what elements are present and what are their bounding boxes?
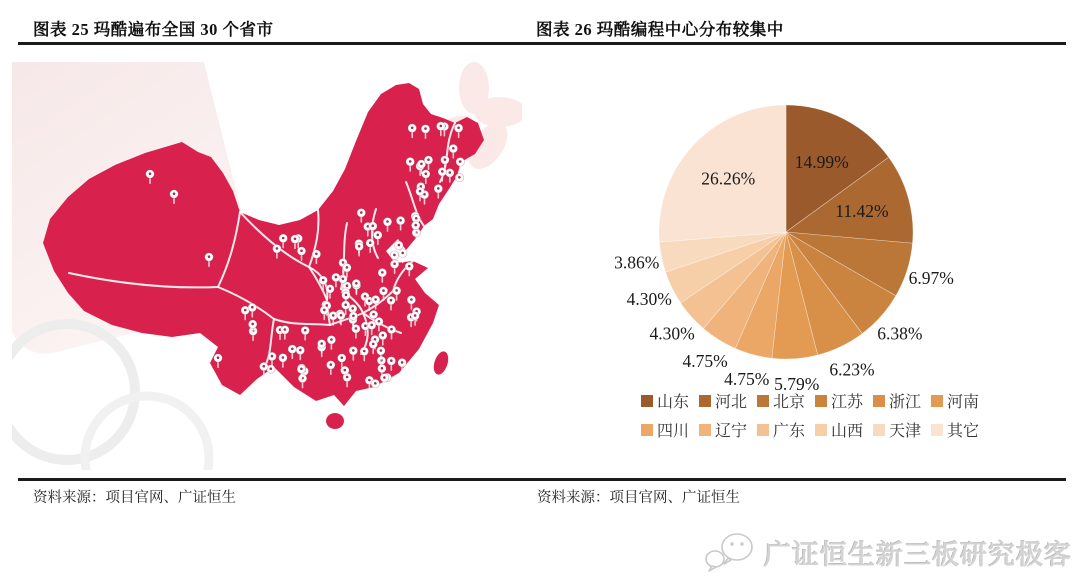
legend-swatch: [641, 395, 653, 407]
legend-item-江苏: [815, 389, 863, 412]
legend-swatch: [931, 395, 943, 407]
map-pin: [371, 379, 380, 393]
map-pin: [455, 173, 464, 187]
pie-label: 6.23%: [829, 359, 875, 380]
pie-label: 4.75%: [724, 369, 770, 390]
pie-label: 6.38%: [877, 323, 923, 344]
legend-swatch: [873, 395, 885, 407]
brand-watermark: [704, 531, 1072, 573]
pie-label: 5.79%: [774, 374, 820, 390]
pie-chart-figure: [540, 60, 1080, 390]
legend-item-四川: [641, 418, 689, 441]
figure-26-title: 图表 26 玛酷编程中心分布较集中: [536, 20, 784, 39]
legend-item-河南: [931, 389, 979, 412]
source-note-left: 资料来源：项目官网、广证恒生: [33, 490, 236, 506]
legend-label: 广东: [772, 423, 805, 440]
legend-label: 山西: [831, 423, 864, 440]
legend-label: 其它: [947, 423, 980, 440]
pie-label: 3.86%: [614, 252, 660, 273]
legend-label: 江苏: [831, 394, 864, 411]
pie-label: 4.75%: [682, 351, 728, 372]
figure-25-title: 图表 25 玛酷遍布全国 30 个省市: [33, 20, 274, 39]
legend-item-河北: [699, 389, 747, 412]
pie-label: 11.42%: [835, 201, 889, 221]
pie-label: 4.30%: [626, 289, 672, 310]
pie-label: 26.26%: [701, 168, 756, 189]
legend-item-北京: [757, 389, 805, 412]
legend-label: 天津: [889, 423, 922, 440]
legend-swatch: [873, 424, 885, 436]
hainan-island: [326, 413, 344, 429]
legend-swatch: [757, 395, 769, 407]
legend-label: 辽宁: [714, 423, 747, 440]
wechat-icon: [704, 531, 758, 573]
legend-label: 浙江: [889, 394, 922, 411]
pie-label: 6.97%: [908, 268, 954, 289]
legend-row: [540, 386, 1080, 415]
source-note-right: 资料来源：项目官网、广证恒生: [537, 490, 740, 506]
header-rule: [18, 42, 1066, 45]
legend-swatch: [931, 424, 943, 436]
pie-legend: [540, 386, 1080, 444]
legend-item-浙江: [873, 389, 921, 412]
legend-item-广东: [757, 418, 805, 441]
legend-item-山西: [815, 418, 863, 441]
legend-item-辽宁: [699, 418, 747, 441]
legend-label: 河北: [714, 394, 747, 411]
legend-item-天津: [873, 418, 921, 441]
pie-chart: [540, 60, 1080, 390]
legend-label: 北京: [772, 394, 805, 411]
legend-swatch: [699, 424, 711, 436]
legend-swatch: [815, 424, 827, 436]
legend-swatch: [699, 395, 711, 407]
legend-swatch: [757, 424, 769, 436]
legend-row: [540, 415, 1080, 444]
taiwan-island: [431, 350, 451, 377]
legend-item-山东: [641, 389, 689, 412]
footer-rule: [18, 478, 1066, 481]
legend-item-其它: [931, 418, 979, 441]
china-map: [12, 62, 522, 470]
legend-swatch: [641, 424, 653, 436]
watermark-text: 广证恒生新三板研究极客: [764, 539, 1072, 570]
pie-label: 4.30%: [649, 323, 695, 344]
legend-label: 四川: [656, 423, 689, 440]
china-map-figure: [12, 62, 522, 470]
legend-swatch: [815, 395, 827, 407]
pie-label: 14.99%: [794, 151, 849, 172]
legend-label: 河南: [947, 394, 980, 411]
legend-label: 山东: [656, 394, 689, 411]
